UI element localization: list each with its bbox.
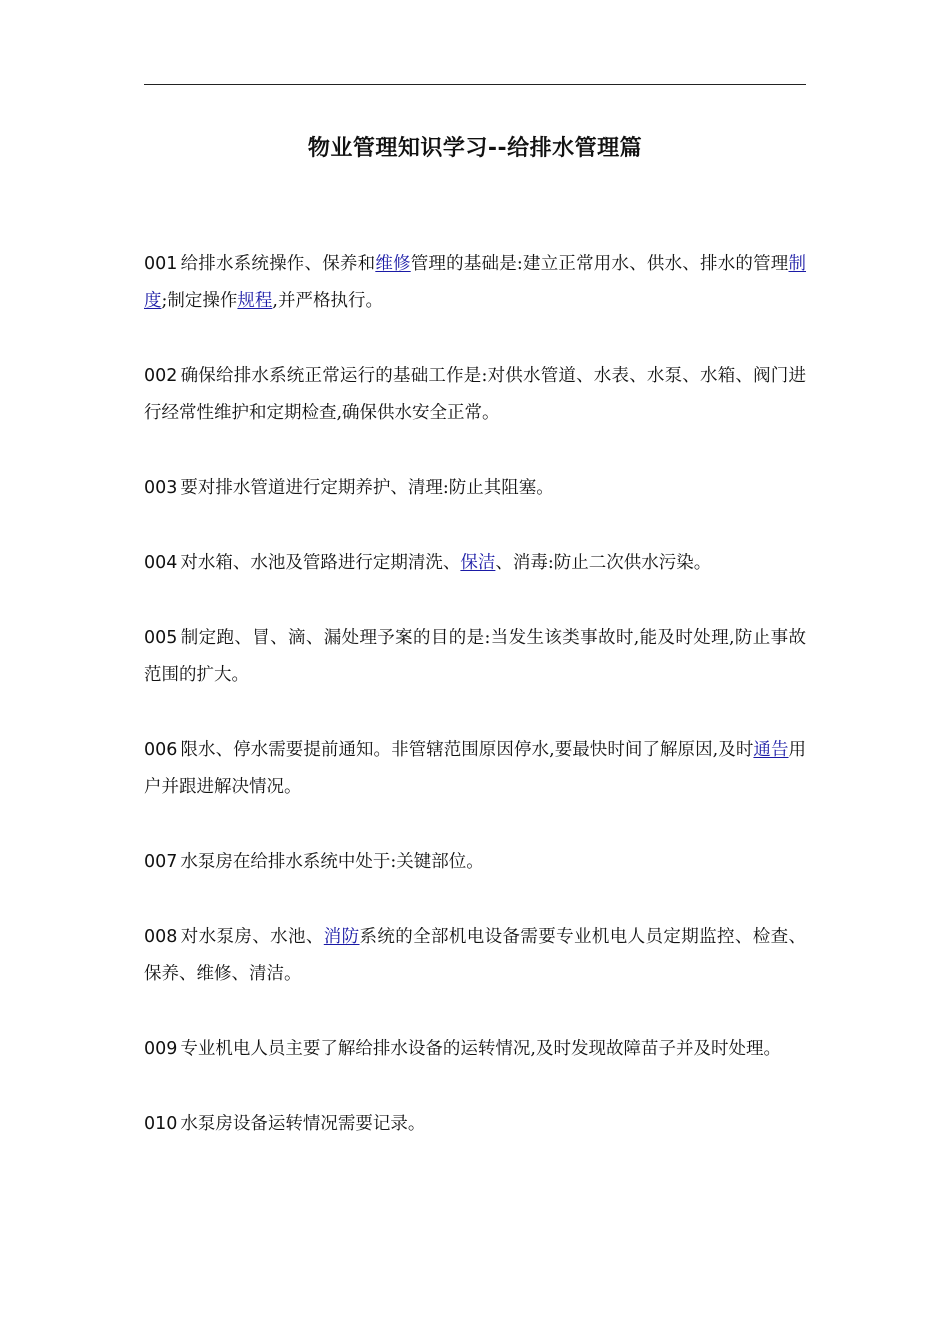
keyword-link[interactable]: 制度	[144, 254, 807, 311]
keyword-link[interactable]: 通告	[753, 740, 789, 760]
item-text: 管理的基础是:建立正常用水、供水、排水的管理	[410, 254, 789, 274]
list-item	[144, 358, 806, 432]
item-number: 009	[144, 1039, 178, 1059]
item-text: 系统的全部机电设备需要专业机电人员定期监控、检查、保养、维修、清洁。	[144, 927, 807, 984]
item-number: 006	[144, 740, 178, 760]
document-title: 物业管理知识学习--给排水管理篇	[307, 136, 643, 161]
list-item	[144, 732, 806, 806]
item-text: 对水箱、水池及管路进行定期清洗、	[180, 553, 461, 573]
item-text: 确保给排水系统正常运行的基础工作是:对供水管道、水表、水泵、水箱、阀门进行经常性维护和定期检查,确保供水安全正常。	[144, 366, 806, 423]
list-item	[144, 246, 806, 320]
top-rule	[144, 84, 806, 85]
item-number: 010	[144, 1114, 178, 1134]
item-text: 专业机电人员主要了解给排水设备的运转情况,及时发现故障苗子并及时处理。	[180, 1039, 781, 1059]
list-item	[144, 470, 806, 507]
item-text: 制定跑、冒、滴、漏处理予案的目的是:当发生该类事故时,能及时处理,防止事故范围的扩大。	[144, 628, 806, 685]
item-text: 给排水系统操作、保养和	[180, 254, 376, 274]
item-text: 用户并跟进解决情况。	[144, 740, 807, 797]
item-text: 要对排水管道进行定期养护、清理:防止其阻塞。	[180, 478, 554, 498]
item-text: ,并严格执行。	[272, 291, 383, 311]
item-number: 004	[144, 553, 178, 573]
list-item	[144, 1106, 806, 1143]
list-item	[144, 620, 806, 694]
item-text: 水泵房设备运转情况需要记录。	[180, 1114, 426, 1134]
keyword-link[interactable]: 规程	[237, 291, 273, 311]
item-list	[144, 246, 806, 1181]
list-item	[144, 844, 806, 881]
keyword-link[interactable]: 维修	[375, 254, 411, 274]
item-number: 001	[144, 254, 178, 274]
item-number: 005	[144, 628, 178, 648]
item-text: 对水泵房、水池、	[180, 927, 324, 947]
item-number: 003	[144, 478, 178, 498]
keyword-link[interactable]: 消防	[323, 927, 360, 947]
keyword-link[interactable]: 保洁	[460, 553, 496, 573]
list-item	[144, 545, 806, 582]
item-text: 水泵房在给排水系统中处于:关键部位。	[180, 852, 484, 872]
list-item	[144, 919, 806, 993]
item-number: 002	[144, 366, 178, 386]
item-number: 007	[144, 852, 178, 872]
item-text: 限水、停水需要提前通知。非管辖范围原因停水,要最快时间了解原因,及时	[180, 740, 754, 760]
item-text: 、消毒:防止二次供水污染。	[495, 553, 712, 573]
list-item	[144, 1031, 806, 1068]
item-text: ;制定操作	[161, 291, 238, 311]
item-number: 008	[144, 927, 178, 947]
